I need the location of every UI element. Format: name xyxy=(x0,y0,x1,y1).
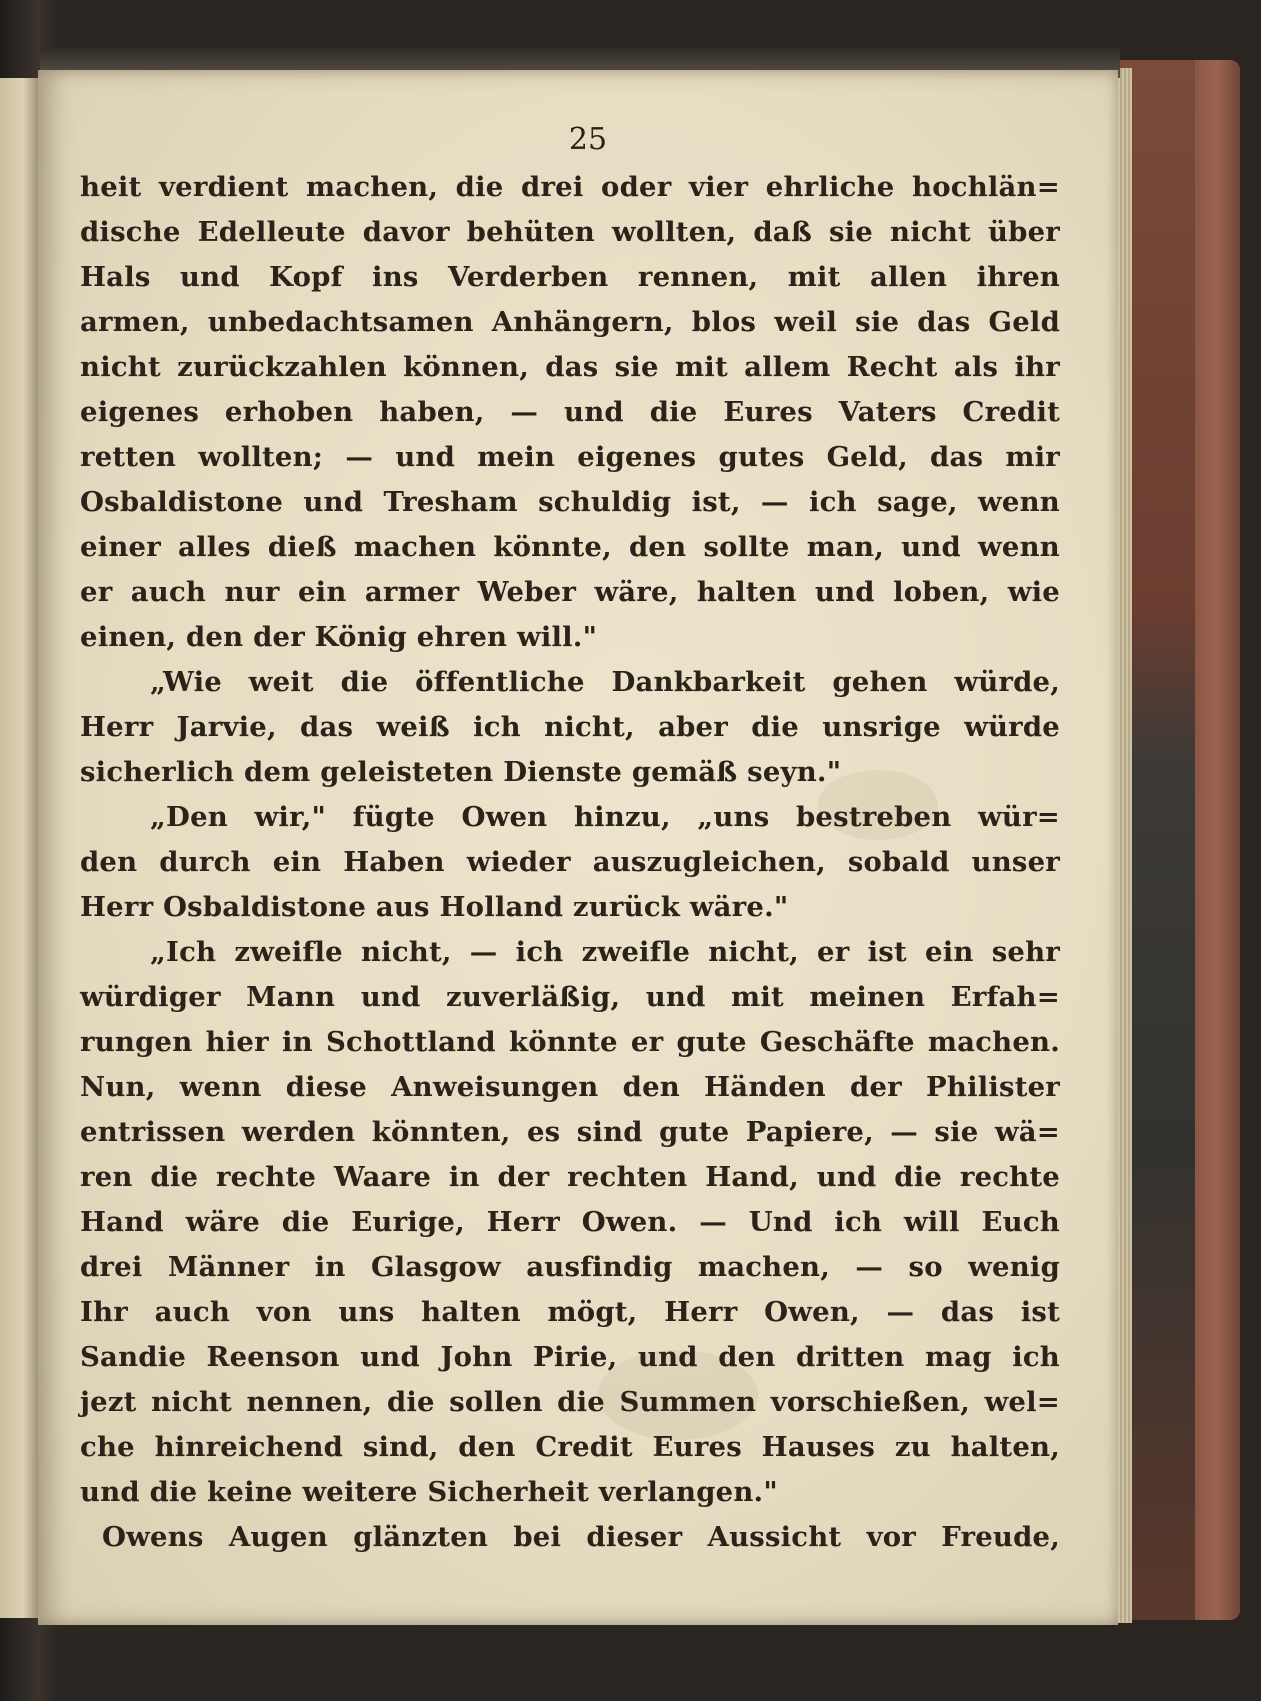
text-line: „Den wir," fügte Owen hinzu, „uns bestreben wür= xyxy=(150,801,1060,833)
text-line: Herr Jarvie, das weiß ich nicht, aber die unsrige würde xyxy=(80,711,1060,743)
text-line: einer alles dieß machen könnte, den sollte man, und wenn xyxy=(80,531,1060,563)
text-line: sicherlich dem geleisteten Dienste gemäß seyn." xyxy=(80,756,842,788)
page-text xyxy=(80,165,1060,1560)
text-line: jezt nicht nennen, die sollen die Summen vorschießen, wel= xyxy=(80,1386,1060,1418)
text-line: einen, den der König ehren will." xyxy=(80,621,598,653)
text-line: Nun, wenn diese Anweisungen den Händen der Philister xyxy=(80,1071,1060,1103)
text-line: er auch nur ein armer Weber wäre, halten und loben, wie xyxy=(80,576,1060,608)
text-line: Ihr auch von uns halten mögt, Herr Owen, — das ist xyxy=(80,1296,1060,1328)
text-line: heit verdient machen, die drei oder vier ehrliche hochlän= xyxy=(80,171,1060,203)
text-line: „Ich zweifle nicht, — ich zweifle nicht, er ist ein sehr xyxy=(150,936,1060,968)
book-page xyxy=(38,70,1118,1625)
text-line: rungen hier in Schottland könnte er gute Geschäfte machen. xyxy=(80,1026,1060,1058)
facing-page-edge xyxy=(0,78,38,1618)
text-line: entrissen werden könnten, es sind gute Papiere, — sie wä= xyxy=(80,1116,1060,1148)
text-line: nicht zurückzahlen können, das sie mit allem Recht als ihr xyxy=(80,351,1060,383)
text-line: Sandie Reenson und John Pirie, und den dritten mag ich xyxy=(80,1341,1060,1373)
text-line: che hinreichend sind, den Credit Eures Hauses zu halten, xyxy=(80,1431,1060,1463)
text-line: dische Edelleute davor behüten wollten, daß sie nicht über xyxy=(80,216,1060,248)
text-line: Hand wäre die Eurige, Herr Owen. — Und ich will Euch xyxy=(80,1206,1060,1238)
text-line: ren die rechte Waare in der rechten Hand, und die rechte xyxy=(80,1161,1060,1193)
text-line: Owens Augen glänzten bei dieser Aussicht vor Freude, xyxy=(102,1521,1060,1553)
text-line: Herr Osbaldistone aus Holland zurück wäre." xyxy=(80,891,789,923)
cover-edge xyxy=(1195,60,1240,1620)
text-line: Osbaldistone und Tresham schuldig ist, — ich sage, wenn xyxy=(80,486,1060,518)
text-line: den durch ein Haben wieder auszugleichen, sobald unser xyxy=(80,846,1060,878)
page-number: 25 xyxy=(568,122,608,157)
text-line: drei Männer in Glasgow ausfindig machen, — so wenig xyxy=(80,1251,1060,1283)
text-line: armen, unbedachtsamen Anhängern, blos weil sie das Geld xyxy=(80,306,1060,338)
text-line: würdiger Mann und zuverläßig, und mit meinen Erfah= xyxy=(80,981,1060,1013)
text-line: Hals und Kopf ins Verderben rennen, mit allen ihren xyxy=(80,261,1060,293)
text-line: retten wollten; — und mein eigenes gutes Geld, das mir xyxy=(80,441,1060,473)
text-line: eigenes erhoben haben, — und die Eures Vaters Credit xyxy=(80,396,1060,428)
text-line: „Wie weit die öffentliche Dankbarkeit gehen würde, xyxy=(150,666,1060,698)
text-line: und die keine weitere Sicherheit verlangen." xyxy=(80,1476,778,1508)
